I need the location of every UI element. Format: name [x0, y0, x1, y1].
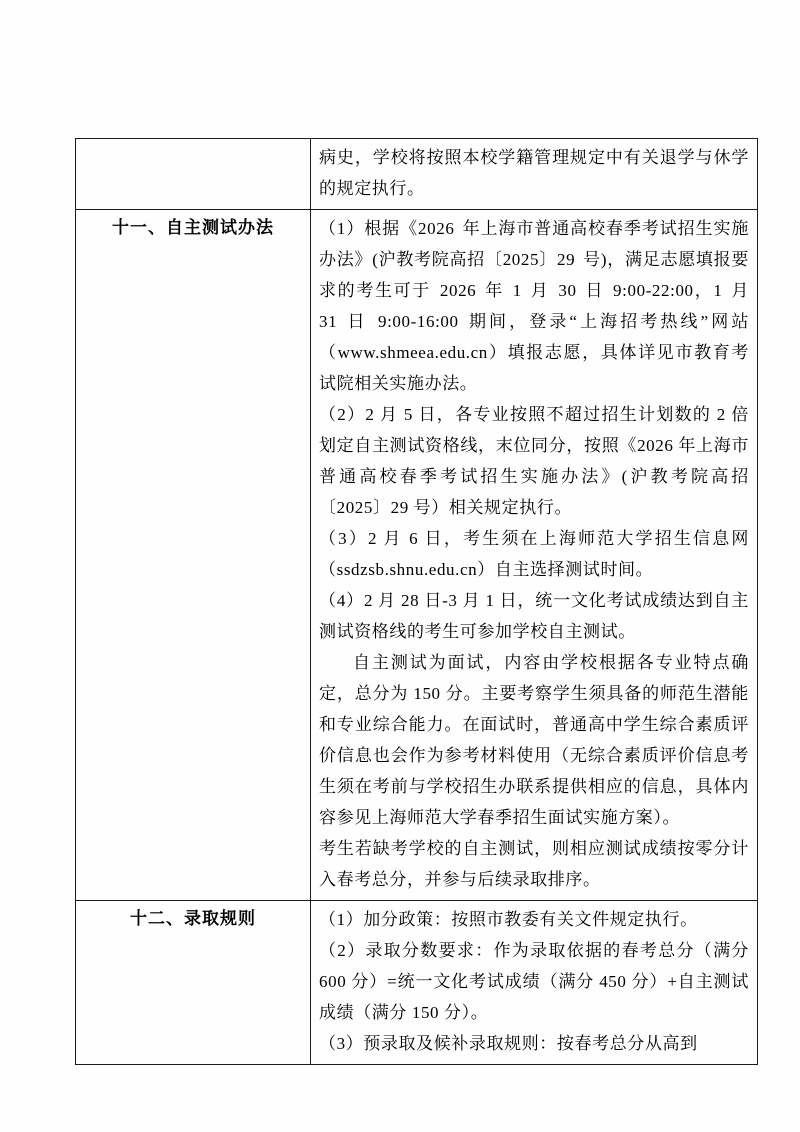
row-body-cell: [311, 901, 758, 1065]
paragraph: 病史，学校将按照本校学籍管理规定中有关退学与休学的规定执行。: [319, 148, 749, 198]
table-row: [76, 139, 758, 210]
paragraph: 考生若缺考学校的自主测试，则相应测试成绩按零分计入春考总分，并参与后续录取排序。: [319, 839, 749, 889]
paragraph: （2）2 月 5 日，各专业按照不超过招生计划数的 2 倍划定自主测试资格线，末位同分，按照《2026 年上海市普通高校春季考试招生实施办法》(沪教考院高招〔2025〕29 号）相关规定执行。: [319, 405, 749, 517]
row-label-text: 十一、自主测试办法: [112, 218, 274, 237]
row-label-text: 十二、录取规则: [130, 909, 256, 928]
paragraph: （2）录取分数要求：作为录取依据的春考总分（满分 600 分）=统一文化考试成绩（满分 450 分）+自主测试成绩（满分 150 分）。: [319, 941, 749, 1022]
paragraph: （3）2 月 6 日，考生须在上海师范大学招生信息网（ssdzsb.shnu.edu.cn）自主选择测试时间。: [319, 529, 749, 579]
row-body-cell: [311, 210, 758, 901]
paragraph: 自主测试为面试，内容由学校根据各专业特点确定，总分为 150 分。主要考察学生须具备的师范生潜能和专业综合能力。在面试时，普通高中学生综合素质评价信息也会作为参考材料使用（无综合素质评价信息考生须在考前与学校招生办联系提供相应的信息，具体内容参见上海师范大学春季招生面试实施方案）。: [319, 653, 749, 827]
row-label-cell: [76, 901, 311, 1065]
paragraph: （1）根据《2026 年上海市普通高校春季考试招生实施办法》(沪教考院高招〔2025〕29 号)，满足志愿填报要求的考生可于 2026 年 1 月 30 日 9:00-22:00，1 月 31 日 9:00-16:00 期间，登录“上海招考热线”网站（www.shmeea.edu.cn）填报志愿，具体详见市教育考试院相关实施办法。: [319, 219, 749, 393]
row-label-cell: [76, 139, 311, 210]
table-row: [76, 210, 758, 901]
row-body-cell: [311, 139, 758, 210]
regulations-table: [75, 138, 758, 1065]
paragraph: （4）2 月 28 日-3 月 1 日，统一文化考试成绩达到自主测试资格线的考生可参加学校自主测试。: [319, 591, 749, 641]
paragraph: （1）加分政策：按照市教委有关文件规定执行。: [319, 910, 698, 929]
table-body: [76, 139, 758, 1065]
row-label-cell: [76, 210, 311, 901]
table-row: [76, 901, 758, 1065]
paragraph: （3）预录取及候补录取规则：按春考总分从高到: [319, 1034, 698, 1053]
